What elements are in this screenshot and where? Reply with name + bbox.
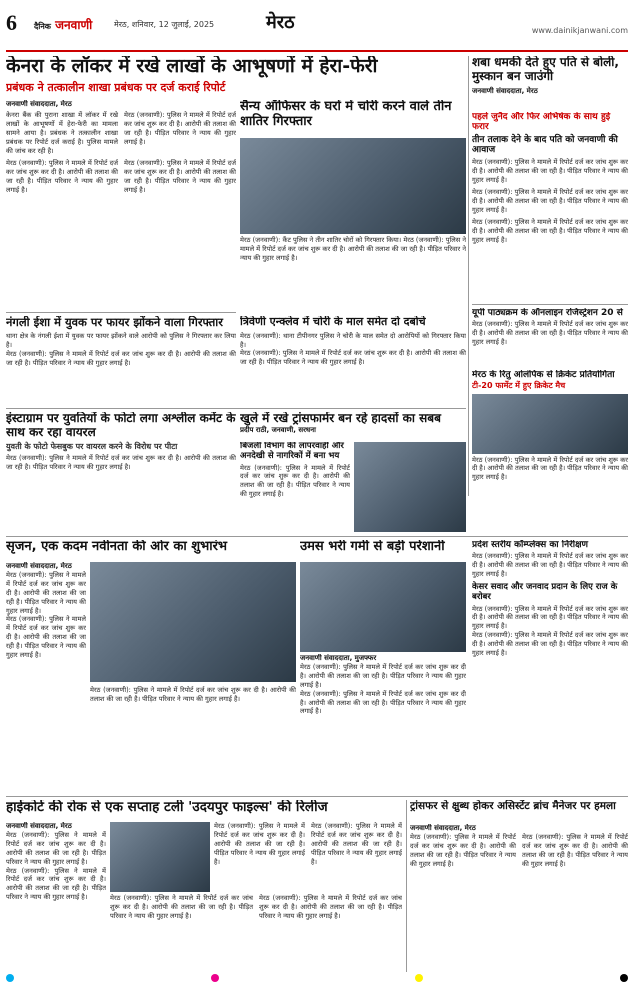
army-headline: सैन्य ऑफिसर के घरों में चोरी करने वाले तीन शातिर गिरफ्तार [240,100,452,129]
paper-brand: जनवाणी [55,18,93,32]
lead-body-col1: केनरा बैंक की पुराना शाखा में लॉकर में रखे लाखों के आभूषणों में हेरा-फेरी का मामला सामने आया है। प्रबंधक ने तत्कालीन शाखा प्रबंधक पर रिपोर्ट दर्ज कराई है। पुलिस मामले की जांच कर रही है। [6,111,118,155]
divider [6,408,466,409]
transformer-headline: खुले में रखे ट्रांसफार्मर बन रहे हादसों का सबब [240,412,441,425]
note-body: मेरठ (जनवाणी): पुलिस ने मामले में रिपोर्ट दर्ज कर जांच शुरू कर दी है। आरोपी की तलाश की जा रही है। पीड़ित परिवार ने न्याय की गुहार लगाई है। [472,158,628,185]
upi-body: मेरठ (जनवाणी): पुलिस ने मामले में रिपोर्ट दर्ज कर जांच शुरू कर दी है। आरोपी की तलाश की जा रही है। पीड़ित परिवार ने न्याय की गुहार लगाई है। [472,320,628,347]
pradesh-body-3: मेरठ (जनवाणी): पुलिस ने मामले में रिपोर्ट दर्ज कर जांच शुरू कर दी है। आरोपी की तलाश की जा रही है। पीड़ित परिवार ने न्याय की गुहार लगाई है। [472,631,628,657]
pradesh-body: मेरठ (जनवाणी): पुलिस ने मामले में रिपोर्ट दर्ज कर जांच शुरू कर दी है। आरोपी की तलाश की जा रही है। पीड़ित परिवार ने न्याय की गुहार लगाई है। [472,552,628,579]
lead-body-col3: मेरठ (जनवाणी): पुलिस ने मामले में रिपोर्ट दर्ज कर जांच शुरू कर दी है। आरोपी की तलाश की जा रही है। पीड़ित परिवार ने न्याय की गुहार लगाई है। [6,159,118,195]
udaipur-body-text-5: मेरठ (जनवाणी): पुलिस ने मामले में रिपोर्ट दर्ज कर जांच शुरू कर दी है। आरोपी की तलाश की जा रही है। पीड़ित परिवार ने न्याय की गुहार लगाई है। [214,822,305,866]
udaipur-dateline: जनवाणी संवाददाता, मेरठ [6,822,72,830]
registration-marks [6,974,628,982]
column-divider [406,800,407,972]
section-title: मेरठ [266,12,295,33]
threat-headline: शबा धमकी देते हुए पति से बोली, मुस्कान बन जाउंगी [472,56,619,83]
pradesh-headline: प्रदेश स्तरीय कॉम्प्लेक्स का निरीक्षण [472,540,589,550]
note-sub: तीन तलाक देने के बाद पति को जनवाणी की आवाज [472,134,618,156]
site-url[interactable]: www.dainikjanwani.com [531,26,628,35]
divider [472,304,628,305]
udaipur-body-text-2: मेरठ (जनवाणी): पुलिस ने मामले में रिपोर्ट दर्ज कर जांच शुरू कर दी है। आरोपी की तलाश की जा रही है। पीड़ित परिवार ने न्याय की गुहार लगाई है। [6,866,106,902]
srijan-body-text: मेरठ (जनवाणी): पुलिस ने मामले में रिपोर्ट दर्ज कर जांच शुरू कर दी है। आरोपी की तलाश की जा रही है। पीड़ित परिवार ने न्याय की गुहार लगाई है। [6,571,86,615]
lead-subhead: प्रबंधक ने तत्कालीन शाखा प्रबंधक पर दर्ज कराई रिपोर्ट [6,80,226,94]
registration-dot [6,974,14,982]
srijan-headline: सृजन, एक कदम नवीनता की ओर का शुभारंभ [6,540,228,554]
pradesh-story [472,540,628,792]
dateline: मेरठ, शनिवार, 12 जुलाई, 2025 [114,20,215,29]
insta-headline: इंस्टाग्राम पर युवतियों के फोटो लगा अश्लील कमेंट के साथ कर रहा वायरल [6,412,236,439]
lead-headline: केनरा के लॉकर में रखे लाखों के आभूषणों में हेरा-फेरी [6,56,378,77]
heat-body [300,654,466,792]
udaipur-photo [110,822,210,892]
electric-body: मेरठ (जनवाणी): पुलिस ने मामले में रिपोर्ट दर्ज कर जांच शुरू कर दी है। आरोपी की तलाश की जा रही है। पीड़ित परिवार ने न्याय की गुहार लगाई है। [240,463,350,499]
udaipur-headline: हाईकोर्ट की रोक से एक सप्ताह टली 'उदयपुर फाइल्स' की रिलीज [6,800,328,815]
registration-dot [620,974,628,982]
srijan-body-2 [90,686,296,792]
cricket-sub: टी-20 फार्मेट में हुए क्रिकेट मैच [472,381,566,391]
transformer-dateline: प्रदीप राठी, जनवाणी, सरधना [240,425,316,434]
manager-headline: ट्रांसफर से क्षुब्ध होकर असिस्टेंट ब्रांच मैनेजर पर हमला [410,800,616,812]
srijan-header [6,540,296,560]
heat-body-text: मेरठ (जनवाणी): पुलिस ने मामले में रिपोर्ट दर्ज कर जांच शुरू कर दी है। आरोपी की तलाश की जा रही है। पीड़ित परिवार ने न्याय की गुहार लगाई है। [300,663,466,689]
army-caption: मेरठ (जनवाणी): कैंट पुलिस ने तीन शातिर चोरों को गिरफ्तार किया। [240,236,402,244]
lead-body-col4: मेरठ (जनवाणी): पुलिस ने मामले में रिपोर्ट दर्ज कर जांच शुरू कर दी है। आरोपी की तलाश की जा रही है। पीड़ित परिवार ने न्याय की गुहार लगाई है। [124,159,236,195]
paper-prefix: दैनिक [34,22,51,31]
srijan-dateline: जनवाणी संवाददाता, मेरठ [6,562,72,570]
lead-body-col2: मेरठ (जनवाणी): पुलिस ने मामले में रिपोर्ट दर्ज कर जांच शुरू कर दी है। आरोपी की तलाश की जा रही है। पीड़ित परिवार ने न्याय की गुहार लगाई है। [124,111,236,146]
theft-body: मेरठ (जनवाणी): थाना टीपीनगर पुलिस ने चोरी के माल समेत दो आरोपियों को गिरफ्तार किया है। [240,331,466,349]
srijan-body-text-2: मेरठ (जनवाणी): पुलिस ने मामले में रिपोर्ट दर्ज कर जांच शुरू कर दी है। आरोपी की तलाश की जा रही है। पीड़ित परिवार ने न्याय की गुहार लगाई है। [6,615,86,660]
cricket-body: मेरठ (जनवाणी): पुलिस ने मामले में रिपोर्ट दर्ज कर जांच शुरू कर दी है। आरोपी की तलाश की जा रही है। पीड़ित परिवार ने न्याय की गुहार लगाई है। [472,455,628,482]
left-note [472,112,628,302]
heat-dateline: जनवाणी संवाददाता, मुजफ्फर [300,654,377,662]
minor-headline: नंगली ईशा में युवक पर फायर झोंकने वाला गिरफ्तार [6,316,223,329]
udaipur-header [6,800,402,820]
insta-sub: युवती के फोटो फेसबुक पर वायरल करने के विरोध पर पीटा [6,441,178,451]
theft-body-2: मेरठ (जनवाणी): पुलिस ने मामले में रिपोर्ट दर्ज कर जांच शुरू कर दी है। आरोपी की तलाश की जा रही है। पीड़ित परिवार ने न्याय की गुहार लगाई है। [240,349,466,367]
srijan-photo [90,562,296,682]
paper-name [34,16,92,33]
minor-body: थाना क्षेत्र के नंगली ईशा में युवक पर फायर झोंकने वाले आरोपी को पुलिस ने गिरफ्तार कर लिया है। [6,332,236,350]
udaipur-body [6,822,106,972]
page-number: 6 [6,10,17,35]
minor-story [6,316,236,406]
udaipur-body-2 [110,894,402,972]
electric-headline: बिजली विभाग की लापरवाही और अनदेखी से नागरिकों में बना भय [240,442,344,461]
udaipur-body-text-4: मेरठ (जनवाणी): पुलिस ने मामले में रिपोर्ट दर्ज कर जांच शुरू कर दी है। आरोपी की तलाश की जा रही है। पीड़ित परिवार ने न्याय की गुहार लगाई है। [259,894,402,920]
manager-body [410,824,628,972]
column-divider [468,56,469,496]
cricket-headline: मेरठ के रितु ओलंपिक से क्रिकेट प्रतियोगिता [472,370,615,380]
manager-dateline: जनवाणी संवाददाता, मेरठ [410,824,476,832]
threat-dateline: जनवाणी संवाददाता, मेरठ [472,86,538,95]
registration-dot [415,974,423,982]
note-headline: पहले जुनैद और फिर अभिषेक के साथ हुई फरार [472,112,611,133]
minor-body-2: मेरठ (जनवाणी): पुलिस ने मामले में रिपोर्ट दर्ज कर जांच शुरू कर दी है। आरोपी की तलाश की जा रही है। पीड़ित परिवार ने न्याय की गुहार लगाई है। [6,350,236,367]
lead-body [6,100,236,312]
cricket-photo [472,394,628,454]
masthead [6,6,628,50]
transformer-photo [354,442,466,532]
upi-story [472,308,628,368]
pradesh-body-2: मेरठ (जनवाणी): पुलिस ने मामले में रिपोर्ट दर्ज कर जांच शुरू कर दी है। आरोपी की तलाश की जा रही है। पीड़ित परिवार ने न्याय की गुहार लगाई है। [472,604,628,631]
pradesh-sub: केसर सवाद और जनवाद प्रदान के लिए राज के बरोबर [472,582,618,602]
note-body-3: मेरठ (जनवाणी): पुलिस ने मामले में रिपोर्ट दर्ज कर जांच शुरू कर दी है। आरोपी की तलाश की जा रही है। पीड़ित परिवार ने न्याय की गुहार लगाई है। [472,217,628,244]
srijan-body [6,562,86,792]
army-header [240,100,466,136]
heat-header [300,540,466,560]
threat-story [472,56,628,110]
divider [6,796,628,797]
lead-header [6,56,466,96]
manager-body-text: मेरठ (जनवाणी): पुलिस ने मामले में रिपोर्ट दर्ज कर जांच शुरू कर दी है। आरोपी की तलाश की जा रही है। पीड़ित परिवार ने न्याय की गुहार लगाई है। [410,833,516,868]
udaipur-body-3 [214,822,402,892]
divider [6,312,236,313]
lead-dateline: जनवाणी संवाददाता, मेरठ [6,100,72,108]
udaipur-body-text: मेरठ (जनवाणी): पुलिस ने मामले में रिपोर्ट दर्ज कर जांच शुरू कर दी है। आरोपी की तलाश की जा रही है। पीड़ित परिवार ने न्याय की गुहार लगाई है। [6,831,106,866]
cricket-story [472,370,628,500]
heat-headline: उमस भरी गर्मी से बड़ी परेशानी [300,540,445,554]
heat-body-text-2: मेरठ (जनवाणी): पुलिस ने मामले में रिपोर्ट दर्ज कर जांच शुरू कर दी है। आरोपी की तलाश की जा रही है। पीड़ित परिवार ने न्याय की गुहार लगाई है। [300,689,466,716]
srijan-body-text-3: मेरठ (जनवाणी): पुलिस ने मामले में रिपोर्ट दर्ज कर जांच शुरू कर दी है। आरोपी की तलाश की जा रही है। पीड़ित परिवार ने न्याय की गुहार लगाई है। [90,686,296,703]
udaipur-body-text-6: मेरठ (जनवाणी): पुलिस ने मामले में रिपोर्ट दर्ज कर जांच शुरू कर दी है। आरोपी की तलाश की जा रही है। पीड़ित परिवार ने न्याय की गुहार लगाई है। [311,822,402,866]
insta-story [6,412,236,532]
registration-dot [211,974,219,982]
transformer-header [240,412,466,440]
masthead-divider [6,50,628,52]
udaipur-body-text-3: मेरठ (जनवाणी): पुलिस ने मामले में रिपोर्ट दर्ज कर जांच शुरू कर दी है। आरोपी की तलाश की जा रही है। पीड़ित परिवार ने न्याय की गुहार लगाई है। [110,894,253,920]
manager-header [410,800,628,822]
upi-headline: यूपी पाठ्यक्रम के ऑनलाइन रजिस्ट्रेशन 20 से [472,308,623,318]
theft-story [240,316,466,406]
theft-headline: त्रिवेणी एन्क्लेव में चोरी के माल समेत दो दबोचे [240,316,426,328]
heat-photo [300,562,466,652]
manager-body-text-2: मेरठ (जनवाणी): पुलिस ने मामले में रिपोर्ट दर्ज कर जांच शुरू कर दी है। आरोपी की तलाश की जा रही है। पीड़ित परिवार ने न्याय की गुहार लगाई है। [522,833,628,868]
note-body-2: मेरठ (जनवाणी): पुलिस ने मामले में रिपोर्ट दर्ज कर जांच शुरू कर दी है। आरोपी की तलाश की जा रही है। पीड़ित परिवार ने न्याय की गुहार लगाई है। [472,188,628,214]
insta-body: मेरठ (जनवाणी): पुलिस ने मामले में रिपोर्ट दर्ज कर जांच शुरू कर दी है। आरोपी की तलाश की जा रही है। पीड़ित परिवार ने न्याय की गुहार लगाई है। [6,453,236,471]
army-photo [240,138,466,234]
army-body [240,236,466,306]
electric-story [240,442,350,532]
divider [6,536,628,537]
army-body-text: मेरठ (जनवाणी): पुलिस ने मामले में रिपोर्ट दर्ज कर जांच शुरू कर दी है। आरोपी की तलाश की जा रही है। पीड़ित परिवार ने न्याय की गुहार लगाई है। [240,236,466,262]
